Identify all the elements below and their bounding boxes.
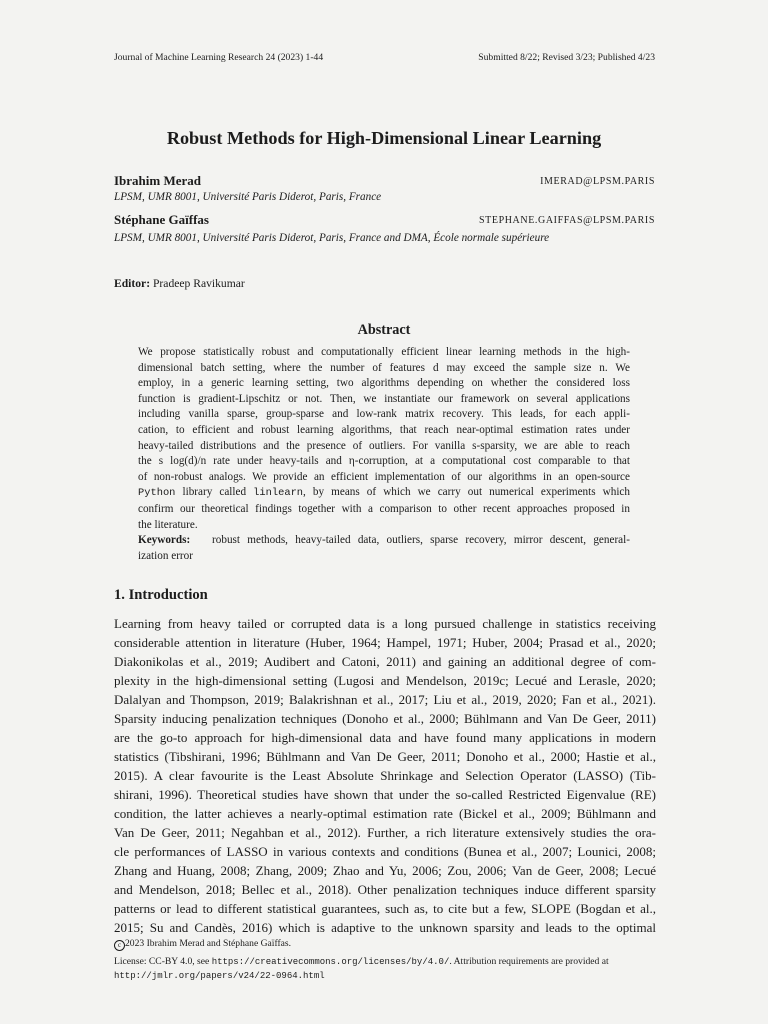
text-line: plexity in the high-dimensional setting (Lugosi and Mendelson, 2019c; Lecué and Lerasle, 2020; (114, 673, 656, 688)
text-line: statistics (Tibshirani, 1996; Bühlmann and Van De Geer, 2011; Donoho et al., 2000; Hastie et al., (114, 749, 656, 764)
license-line: License: CC-BY 4.0, see https://creativecommons.org/licenses/by/4.0/. Attribution requirements are provided at (114, 956, 609, 967)
submission-dates: Submitted 8/22; Revised 3/23; Published 4/23 (478, 52, 655, 63)
copyright-text: 2023 Ibrahim Merad and Stéphane Gaïffas. (125, 938, 292, 949)
abstract-line: cation, to efficient and robust learning algorithms, that reach near-optimal estimation rates under (138, 423, 630, 436)
editor-line (114, 277, 245, 290)
abstract-line: We propose statistically robust and computationally efficient linear learning methods in the high- (138, 346, 630, 358)
abstract-line: confirm our theoretical findings together with a comparison to other recent approaches proposed in (138, 502, 630, 515)
abstract-line: Python library called linlearn, by means of which we carry out numerical experiments which (138, 486, 630, 500)
keywords-label: Keywords: (138, 534, 191, 546)
intro-text (114, 614, 656, 937)
author-affiliation: LPSM, UMR 8001, Université Paris Diderot, Paris, France (114, 191, 382, 203)
abstract-line: the literature. (138, 518, 198, 531)
text-line: are the go-to approach for high-dimensional data and have found many applications in modern (114, 730, 656, 745)
text-line: shirani, 1996). Theoretical studies have shown that under the so-called Restricted Eigenvalue (RE) (114, 787, 656, 802)
abstract-line: dimensional batch setting, where the number of features d may exceed the sample size n. We (138, 361, 630, 374)
abstract-line: including vanilla sparse, group-sparse and low-rank matrix recovery. This leads, for each appli- (138, 408, 630, 421)
text-line: cle performances of LASSO in various contexts and conditions (Bunea et al., 2007; Lounici, 2008; (114, 844, 656, 859)
author-affiliation: LPSM, UMR 8001, Université Paris Diderot, Paris, France and DMA, École normale supérieure (114, 232, 550, 244)
code-python: Python (138, 487, 176, 500)
keywords (138, 533, 630, 564)
license-link[interactable]: https://creativecommons.org/licenses/by/4.0/ (211, 957, 450, 967)
code-linlearn: linlearn (253, 487, 304, 500)
section-heading: 1. Introduction (114, 587, 208, 603)
journal-header: Journal of Machine Learning Research 24 (2023) 1-44 (114, 52, 324, 63)
author-name: Ibrahim Merad (114, 173, 202, 188)
abstract-heading: Abstract (357, 322, 411, 338)
author-email: STEPHANE.GAIFFAS@LPSM.PARIS (478, 215, 655, 226)
text-line: Diakonikolas et al., 2019; Audibert and Catoni, 2011) and gaining an additional degree of com- (114, 654, 656, 669)
text-line: Zhang and Huang, 2008; Zhang, 2009; Zhao and Yu, 2006; Zou, 2006; Van de Geer, 2008; Lecué (114, 863, 656, 878)
abstract-line: of non-robust analogs. We provide an efficient implementation of our algorithms in an open-source (138, 470, 630, 483)
abstract-text (138, 345, 630, 533)
editor-name: Pradeep Ravikumar (152, 277, 245, 290)
abstract-line: the s log(d)/n rate under heavy-tails and η-corruption, at a computational cost comparable to that (138, 455, 630, 468)
editor-label: Editor: (114, 277, 151, 290)
text-line: Sparsity inducing penalization techniques (Donoho et al., 2000; Bühlmann and Van De Geer, 2011) (114, 711, 656, 726)
keywords-text: robust methods, heavy-tailed data, outliers, sparse recovery, mirror descent, general- (212, 534, 630, 546)
keywords-text: ization error (138, 549, 193, 562)
paper-url-line (114, 970, 325, 981)
copyright-icon: c (114, 940, 125, 951)
paper-link[interactable]: http://jmlr.org/papers/v24/22-0964.html (114, 971, 325, 981)
author-name: Stéphane Gaïffas (114, 212, 209, 227)
abstract-line: function is gradient-Lipschitz or not. Then, we instantiate our framework on several applications (138, 392, 630, 405)
text-line: and Mendelson, 2018; Bellec et al., 2018). Other penalization techniques induce different sparsity (114, 882, 656, 897)
text-line: considerable attention in literature (Huber, 1964; Hampel, 1971; Huber, 2004; Prasad et al., 2020; (114, 635, 656, 650)
text-line: 2015). A clear favourite is the Least Absolute Shrinkage and Selection Operator (LASSO) (Tib- (114, 768, 656, 783)
copyright-line (114, 938, 291, 951)
text-line: 2015; Su and Candès, 2016) which is adaptive to the unknown sparsity and leads to the optimal (114, 920, 656, 935)
text-line: condition, the latter achieves a nearly-optimal estimation rate (Bickel et al., 2009; Bühlmann and (114, 806, 656, 821)
paper-title: Robust Methods for High-Dimensional Linear Learning (166, 128, 602, 148)
text-line: patterns or lead to different statistical guarantees, such as, to cite but a few, SLOPE (Bogdan et al., (114, 901, 656, 916)
abstract-line: employ, in a generic learning setting, two algorithms depending on whether the considered loss (138, 377, 630, 390)
text-line: Van De Geer, 2011; Negahban et al., 2012). Further, a rich literature extensively studies the ora- (114, 825, 656, 840)
text-line: Dalalyan and Thompson, 2019; Balakrishnan et al., 2017; Liu et al., 2019, 2020; Fan et al., 2021). (114, 692, 656, 707)
text-line: Learning from heavy tailed or corrupted data is a long pursued challenge in statistics receiving (114, 616, 656, 631)
abstract-line: heavy-tailed distributions and the presence of outliers. For vanilla s-sparsity, we are able to reach (138, 439, 630, 452)
author-email: IMERAD@LPSM.PARIS (540, 176, 655, 187)
